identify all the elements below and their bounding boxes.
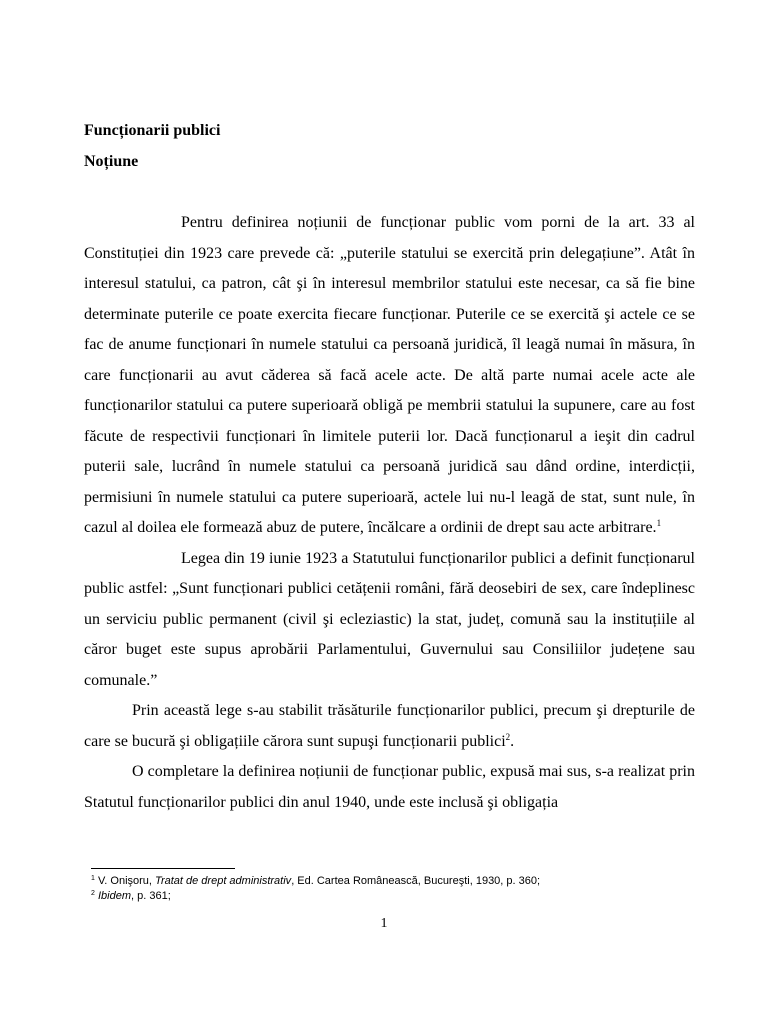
page-number: 1	[380, 916, 388, 931]
footnote-number: 2	[91, 890, 95, 897]
paragraph-text: Pentru definirea noțiunii de funcționar public vom porni de la art. 33 al Constituției din 1923 care prevede că: „puterile statului se exercită prin delegațiune”. Atât în interesul statului, ca patron, cât şi în interesul membrilor statului este necesar, ca să fie bine determinate puterile ce poate exercita fiecare funcționar. Puterile ce se exercită şi actele ce se fac de anume funcționari în numele statului ca persoană juridică, îl leagă numai în măsura, în care funcționarii au avut căderea să facă acele acte. De altă parte numai acele acte ale funcționarilor statului ca putere superioară obligă pe membrii statului la supunere, care au fost făcute de respectivii funcționari în limitele puterii lor. Dacă funcționarul a ieşit din cadrul puterii sale, lucrând în numele statului ca persoană juridică sau dând ordine, interdicții, permisiuni în numele statului ca putere superioară, actele lui nu-l leagă de stat, sunt nule, în cazul al doilea ele formează abuz de putere, încălcare a ordinii de drept sau acte arbitrare.	[84, 214, 695, 536]
footnotes	[91, 874, 540, 904]
footnote-1	[91, 874, 540, 889]
footnote-number: 1	[91, 875, 95, 882]
paragraph-tail: .	[510, 732, 515, 750]
paragraph-text: Legea din 19 iunie 1923 a Statutului funcționarilor publici a definit funcționarul public astfel: „Sunt funcționari publici cetățenii români, fără deosebiri de sex, care îndeplinesc un serviciu public permanent (civil şi ecleziastic) la stat, județ, comună sau la instituțiile al căror buget este supus aprobării Parlamentului, Guvernului sau Consiliilor județene sau comunale.”	[84, 549, 695, 689]
footnote-title: Ibidem	[97, 890, 131, 902]
paragraph-4	[84, 757, 695, 818]
paragraph-1	[84, 208, 695, 544]
footnote-title: Tratat de drept administrativ	[155, 875, 292, 887]
footnote-ref: 2	[505, 731, 511, 742]
paragraph-3	[84, 696, 695, 757]
footnote-ref: 1	[656, 518, 662, 528]
section-title: Funcționarii publici	[84, 122, 221, 139]
paragraph-2	[84, 544, 695, 697]
body-text	[84, 208, 695, 818]
footnote-author: V. Onişoru,	[97, 875, 152, 887]
paragraph-text: Prin această lege s-au stabilit trăsăturile funcționarilor publici, precum şi drepturile de care se bucură şi obligațiile cărora sunt supuşi funcționarii publici	[84, 702, 695, 750]
footnote-rest: , Ed. Cartea Românească, Bucureşti, 1930, p. 360;	[291, 875, 541, 887]
paragraph-text: O completare la definirea noțiunii de funcționar public, expusă mai sus, s-a realizat prin Statutul funcționarilor publici din anul 1940, unde este inclusă şi obligația	[84, 763, 695, 811]
footnote-2	[91, 889, 540, 904]
section-subtitle: Noțiune	[84, 153, 139, 170]
footnote-separator	[91, 868, 235, 869]
footnote-rest: , p. 361;	[131, 890, 171, 902]
